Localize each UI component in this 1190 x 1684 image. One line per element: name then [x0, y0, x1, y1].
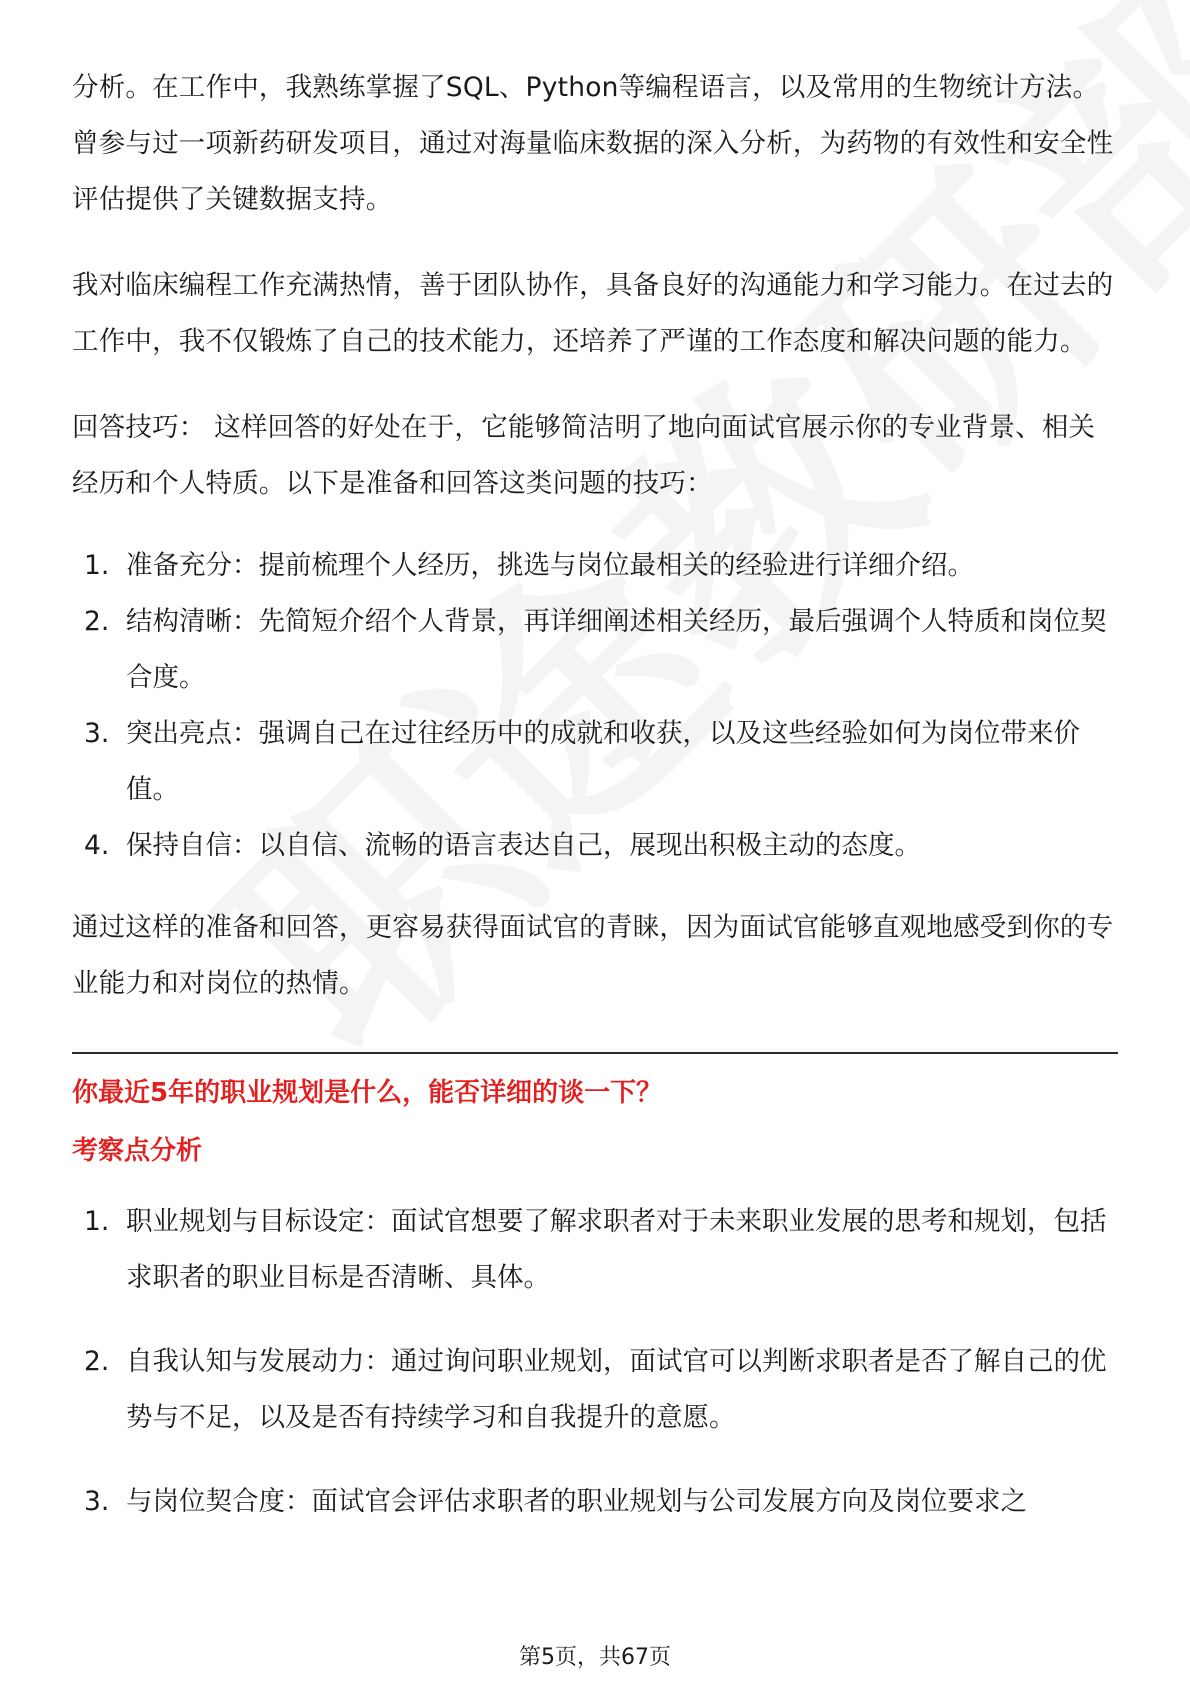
list-item-text: 职业规划与目标设定：面试官想要了解求职者对于未来职业发展的思考和规划，包括求职者的职业目标是否清晰、具体。 [126, 1206, 1107, 1293]
answer-tips-intro: 回答技巧： 这样回答的好处在于，它能够简洁明了地向面试官展示你的专业背景、相关经历和个人特质。以下是准备和回答这类问题的技巧： [72, 412, 1096, 499]
analysis-heading: 考察点分析 [72, 1136, 203, 1166]
list-item-number: 2. [84, 606, 110, 637]
question-heading: 你最近5年的职业规划是什么，能否详细的谈一下？ [72, 1078, 663, 1108]
document-body [72, 60, 1118, 1558]
list-item [72, 818, 1118, 874]
closing-paragraph: 通过这样的准备和回答，更容易获得面试官的青睐，因为面试官能够直观地感受到你的专业能力和对岗位的热情。 [72, 912, 1114, 999]
list-item [72, 706, 1118, 818]
list-item-number: 1. [84, 1206, 110, 1237]
list-item [72, 1334, 1118, 1446]
intro-paragraph-2: 我对临床编程工作充满热情，善于团队协作，具备良好的沟通能力和学习能力。在过去的工作中，我不仅锻炼了自己的技术能力，还培养了严谨的工作态度和解决问题的能力。 [72, 270, 1114, 357]
list-item [72, 594, 1118, 706]
analysis-list [72, 1194, 1118, 1530]
list-item-number: 1. [84, 550, 110, 581]
list-item-text: 结构清晰：先简短介绍个人背景，再详细阐述相关经历，最后强调个人特质和岗位契合度。 [126, 606, 1107, 693]
list-item-number: 3. [84, 1486, 110, 1517]
list-item [72, 1474, 1118, 1530]
list-item-text: 突出亮点：强调自己在过往经历中的成就和收获，以及这些经验如何为岗位带来价值。 [126, 718, 1080, 805]
list-item-number: 4. [84, 830, 110, 861]
section-divider [72, 1052, 1118, 1054]
list-item-text: 准备充分：提前梳理个人经历，挑选与岗位最相关的经验进行详细介绍。 [126, 550, 974, 581]
page-footer: 第5页，共67页 [519, 1645, 671, 1670]
list-item [72, 538, 1118, 594]
intro-paragraph-1: 分析。在工作中，我熟练掌握了SQL、Python等编程语言，以及常用的生物统计方法。曾参与过一项新药研发项目，通过对海量临床数据的深入分析，为药物的有效性和安全性评估提供了关键数据支持。 [72, 72, 1114, 215]
list-item-number: 2. [84, 1346, 110, 1377]
list-item-text: 保持自信：以自信、流畅的语言表达自己，展现出积极主动的态度。 [126, 830, 921, 861]
list-item [72, 1194, 1118, 1306]
tips-list [72, 538, 1118, 874]
list-item-text: 与岗位契合度：面试官会评估求职者的职业规划与公司发展方向及岗位要求之 [126, 1486, 1027, 1517]
list-item-number: 3. [84, 718, 110, 749]
list-item-text: 自我认知与发展动力：通过询问职业规划，面试官可以判断求职者是否了解自己的优势与不足，以及是否有持续学习和自我提升的意愿。 [126, 1346, 1107, 1433]
